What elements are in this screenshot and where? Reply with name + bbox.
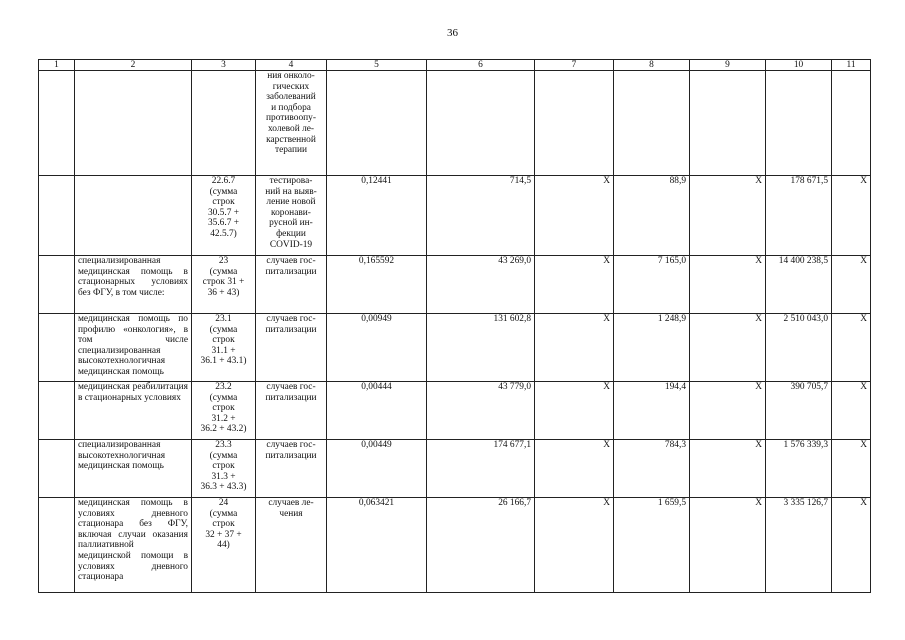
cell-col-7: X: [535, 440, 614, 498]
table-row: [39, 256, 871, 314]
cell-col-11: X: [832, 382, 871, 440]
cell-col-4: случаев гос- питализации: [256, 314, 327, 382]
cell-col-6: 174 677,1: [427, 440, 535, 498]
cell-col-1: [39, 440, 75, 498]
cell-col-3: 23 (сумма строк 31 + 36 + 43): [192, 256, 256, 314]
header-col-8: 8: [614, 60, 690, 71]
header-col-4: 4: [256, 60, 327, 71]
cell-col-4: случаев гос- питализации: [256, 256, 327, 314]
cell-col-2: медицинская помощь в условиях дневного стационара без ФГУ, включая случаи оказания паллиативной медицинской помощи в условиях дневного стационара: [75, 498, 192, 593]
cell-col-9: X: [690, 440, 766, 498]
table-row: [39, 176, 871, 256]
cell-col-4: случаев гос- питализации: [256, 382, 327, 440]
table-row: [39, 498, 871, 593]
cell-col-10: 3 335 126,7: [766, 498, 832, 593]
cell-col-2: [75, 176, 192, 256]
cell-col-6: 43 779,0: [427, 382, 535, 440]
cell-col-6: 714,5: [427, 176, 535, 256]
cell-col-9: X: [690, 498, 766, 593]
table-row: [39, 382, 871, 440]
cell-col-4: ния онколо- гических заболеваний и подбора противоопу- холевой ле- карственной терапии: [256, 71, 327, 176]
cell-col-11: X: [832, 256, 871, 314]
cell-col-8: 194,4: [614, 382, 690, 440]
page-number: 36: [447, 27, 458, 39]
cell-col-2: медицинская реабилитация в стационарных условиях: [75, 382, 192, 440]
table-header-row: [39, 60, 871, 71]
cell-col-5: 0,00444: [327, 382, 427, 440]
cell-col-10: 14 400 238,5: [766, 256, 832, 314]
cell-col-11: X: [832, 498, 871, 593]
cell-col-9: [690, 71, 766, 176]
cell-col-2: специализированная медицинская помощь в стационарных условиях без ФГУ, в том числе:: [75, 256, 192, 314]
cell-col-5: 0,12441: [327, 176, 427, 256]
cell-col-8: [614, 71, 690, 176]
cell-col-9: X: [690, 256, 766, 314]
header-col-3: 3: [192, 60, 256, 71]
cell-col-1: [39, 498, 75, 593]
cell-col-1: [39, 382, 75, 440]
cell-col-10: [766, 71, 832, 176]
cell-col-5: 0,063421: [327, 498, 427, 593]
cell-col-1: [39, 71, 75, 176]
cell-col-8: 1 248,9: [614, 314, 690, 382]
cell-col-6: 131 602,8: [427, 314, 535, 382]
cell-col-8: 7 165,0: [614, 256, 690, 314]
cell-col-11: [832, 71, 871, 176]
header-col-11: 11: [832, 60, 871, 71]
header-col-6: 6: [427, 60, 535, 71]
cell-col-1: [39, 176, 75, 256]
cell-col-4: тестирова- ний на выяв- ление новой коронави- русной ин- фекции COVID-19: [256, 176, 327, 256]
cell-col-7: X: [535, 176, 614, 256]
cell-col-7: X: [535, 498, 614, 593]
cell-col-5: [327, 71, 427, 176]
cell-col-11: X: [832, 314, 871, 382]
cell-col-3: [192, 71, 256, 176]
header-col-1: 1: [39, 60, 75, 71]
cell-col-4: случаев гос- питализации: [256, 440, 327, 498]
cell-col-3: 22.6.7 (сумма строк 30.5.7 + 35.6.7 + 42.5.7): [192, 176, 256, 256]
cell-col-6: 43 269,0: [427, 256, 535, 314]
header-col-9: 9: [690, 60, 766, 71]
cell-col-11: X: [832, 176, 871, 256]
cell-col-7: X: [535, 382, 614, 440]
cell-col-10: 390 705,7: [766, 382, 832, 440]
cell-col-10: 1 576 339,3: [766, 440, 832, 498]
cell-col-7: [535, 71, 614, 176]
cell-col-9: X: [690, 176, 766, 256]
data-table: [38, 59, 871, 593]
cell-col-5: 0,00449: [327, 440, 427, 498]
header-col-10: 10: [766, 60, 832, 71]
cell-col-9: X: [690, 314, 766, 382]
cell-col-3: 23.3 (сумма строк 31.3 + 36.3 + 43.3): [192, 440, 256, 498]
header-col-2: 2: [75, 60, 192, 71]
cell-col-3: 23.1 (сумма строк 31.1 + 36.1 + 43.1): [192, 314, 256, 382]
cell-col-10: 178 671,5: [766, 176, 832, 256]
cell-col-2: специализированная высокотехнологичная медицинская помощь: [75, 440, 192, 498]
cell-col-4: случаев ле- чения: [256, 498, 327, 593]
cell-col-5: 0,165592: [327, 256, 427, 314]
cell-col-2: [75, 71, 192, 176]
header-col-5: 5: [327, 60, 427, 71]
cell-col-7: X: [535, 256, 614, 314]
cell-col-1: [39, 256, 75, 314]
cell-col-6: 26 166,7: [427, 498, 535, 593]
cell-col-10: 2 510 043,0: [766, 314, 832, 382]
cell-col-8: 1 659,5: [614, 498, 690, 593]
cell-col-6: [427, 71, 535, 176]
cell-col-11: X: [832, 440, 871, 498]
table-row: [39, 71, 871, 176]
cell-col-3: 24 (сумма строк 32 + 37 + 44): [192, 498, 256, 593]
table-row: [39, 440, 871, 498]
cell-col-8: 784,3: [614, 440, 690, 498]
cell-col-8: 88,9: [614, 176, 690, 256]
cell-col-3: 23.2 (сумма строк 31.2 + 36.2 + 43.2): [192, 382, 256, 440]
cell-col-2: медицинская помощь по профилю «онкология», в том числе специализированная высокотехнологичная медицинская помощь: [75, 314, 192, 382]
cell-col-5: 0,00949: [327, 314, 427, 382]
cell-col-7: X: [535, 314, 614, 382]
cell-col-9: X: [690, 382, 766, 440]
table-row: [39, 314, 871, 382]
header-col-7: 7: [535, 60, 614, 71]
cell-col-1: [39, 314, 75, 382]
